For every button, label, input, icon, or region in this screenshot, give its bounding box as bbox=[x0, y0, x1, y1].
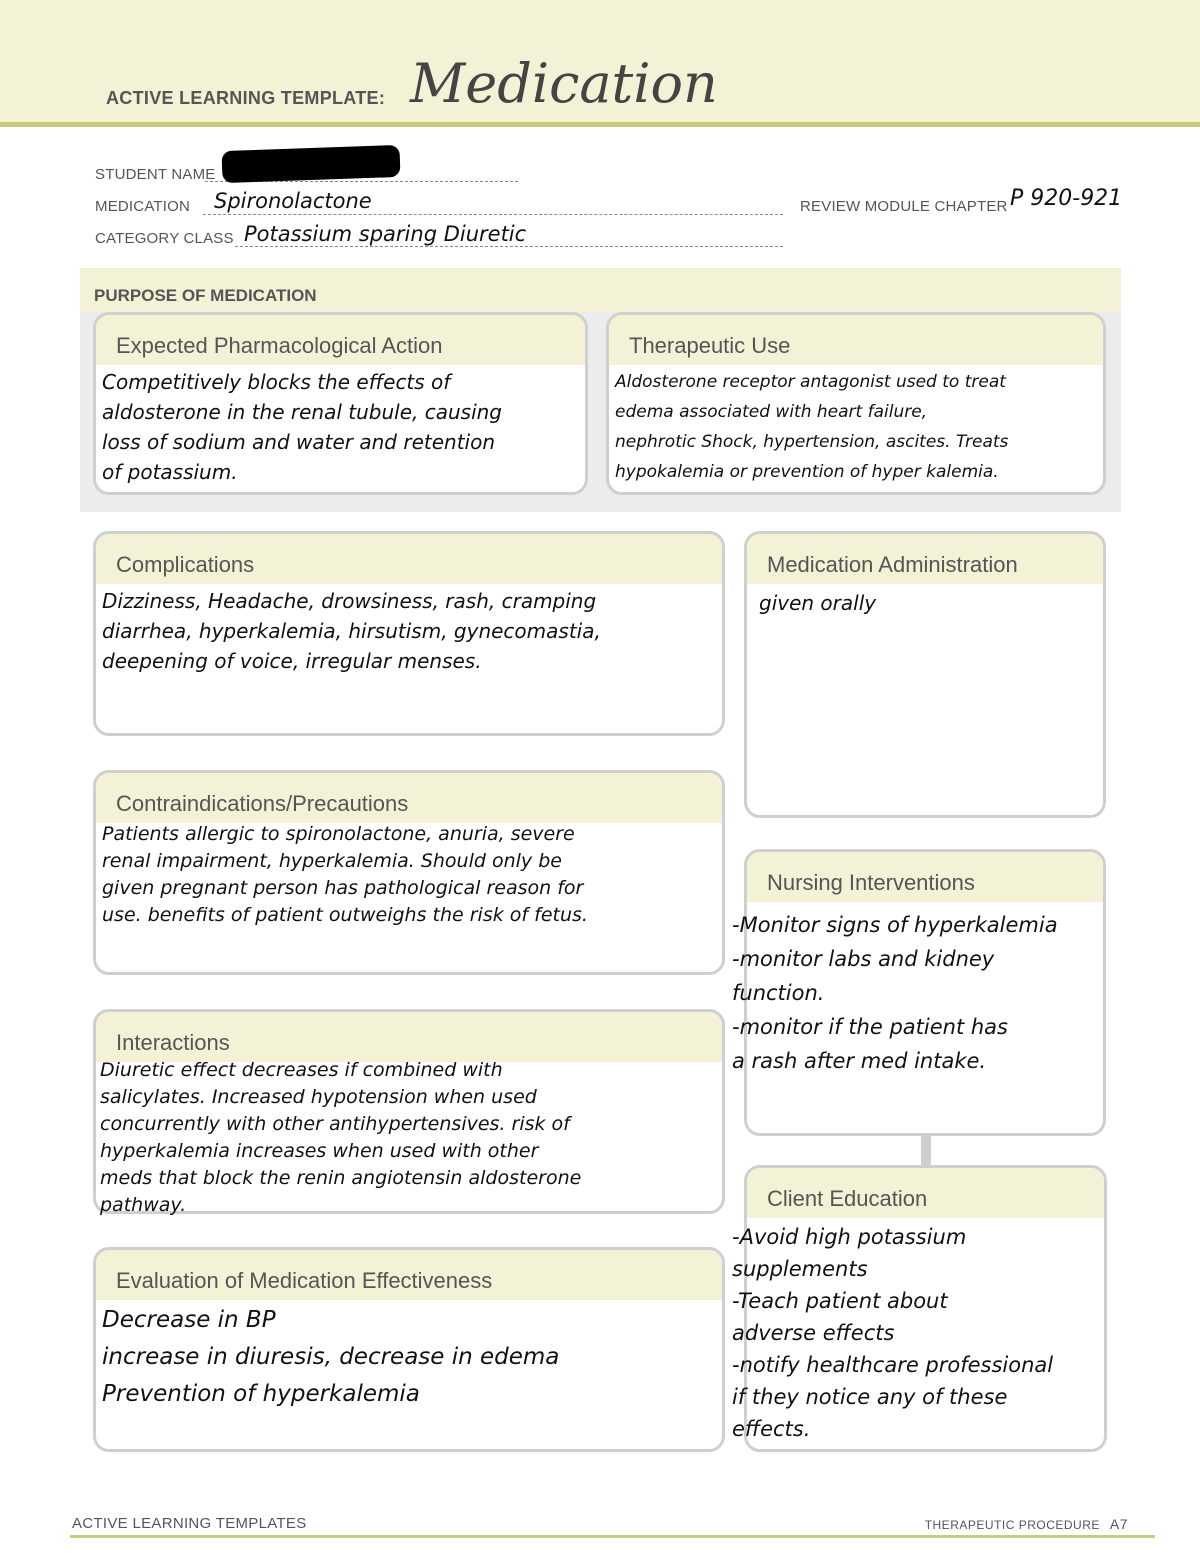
medication-line bbox=[203, 214, 783, 215]
card-title: Nursing Interventions bbox=[767, 870, 975, 895]
student-name-label: STUDENT NAME bbox=[95, 166, 216, 183]
card-title: Evaluation of Medication Effectiveness bbox=[116, 1268, 493, 1293]
redacted-student-name bbox=[221, 145, 400, 183]
card-head bbox=[96, 534, 722, 584]
card-title: Medication Administration bbox=[767, 552, 1018, 577]
review-module-label: REVIEW MODULE CHAPTER bbox=[800, 198, 1008, 215]
purpose-title-bar bbox=[80, 268, 1121, 312]
card-evaluation bbox=[93, 1247, 725, 1452]
card-title: Expected Pharmacological Action bbox=[116, 333, 443, 358]
card-title: Contraindications/Precautions bbox=[116, 791, 409, 816]
card-complications bbox=[93, 531, 725, 736]
card-title: Complications bbox=[116, 552, 255, 577]
nursing-interventions-text: -Monitor signs of hyperkalemia -monitor labs and kidney function. -monitor if the patient has a rash after med intake. bbox=[732, 913, 1058, 1073]
card-head bbox=[747, 1168, 1104, 1218]
card-head bbox=[747, 534, 1103, 584]
card-head bbox=[96, 315, 585, 365]
footer-page-number: A7 bbox=[1109, 1516, 1128, 1532]
footer-right bbox=[925, 1516, 1128, 1532]
expected-action-text: Competitively blocks the effects of aldosterone in the renal tubule, causing loss of sodium and water and retention of potassium. bbox=[102, 370, 502, 484]
client-education-text: -Avoid high potassium supplements -Teach patient about adverse effects -notify healthcare professional if they notice any of these effects. bbox=[732, 1225, 1054, 1441]
evaluation-text: Decrease in BP increase in diuresis, decrease in edema Prevention of hyperkalemia bbox=[102, 1307, 560, 1407]
card-head bbox=[96, 1012, 722, 1062]
page-title: Medication bbox=[410, 52, 718, 115]
card-head bbox=[747, 852, 1103, 902]
card-expected-action bbox=[93, 312, 588, 495]
therapeutic-use-text: Aldosterone receptor antagonist used to treat edema associated with heart failure, nephrotic Shock, hypertension, ascites. Treats hypokalemia or prevention of hyper kalemia. bbox=[615, 372, 1009, 482]
category-class-line bbox=[235, 246, 783, 247]
medication-value: Spironolactone bbox=[214, 189, 372, 213]
footer-section: THERAPEUTIC PROCEDURE bbox=[924, 1518, 1100, 1532]
footer-left: ACTIVE LEARNING TEMPLATES bbox=[72, 1515, 307, 1532]
card-medication-administration bbox=[744, 531, 1106, 818]
card-therapeutic-use bbox=[606, 312, 1106, 495]
card-title: Interactions bbox=[116, 1030, 230, 1055]
medication-label: MEDICATION bbox=[95, 198, 191, 215]
category-class-label: CATEGORY CLASS bbox=[95, 230, 234, 247]
interactions-text: Diuretic effect decreases if combined with salicylates. Increased hypotension when used concurrently with other antihypertensives. risk of hyperkalemia increases when used with other meds that block the renin angiotensin aldosterone pathway. bbox=[100, 1059, 582, 1216]
card-head bbox=[96, 773, 722, 823]
complications-text: Dizziness, Headache, drowsiness, rash, cramping diarrhea, hyperkalemia, hirsutism, gynecomastia, deepening of voice, irregular menses. bbox=[102, 589, 601, 673]
card-head bbox=[96, 1250, 722, 1300]
card-title: Client Education bbox=[767, 1186, 928, 1211]
card-contraindications bbox=[93, 770, 725, 975]
footer-divider bbox=[70, 1535, 1155, 1538]
template-label: ACTIVE LEARNING TEMPLATE: bbox=[106, 88, 386, 108]
review-module-value: P 920-921 bbox=[1010, 186, 1123, 211]
purpose-title: PURPOSE OF MEDICATION bbox=[94, 286, 317, 305]
card-connector bbox=[921, 1133, 931, 1167]
category-class-value: Potassium sparing Diuretic bbox=[244, 222, 527, 246]
medication-administration-text: given orally bbox=[759, 591, 877, 615]
card-title: Therapeutic Use bbox=[629, 333, 791, 358]
card-head bbox=[609, 315, 1103, 365]
contraindications-text: Patients allergic to spironolactone, anuria, severe renal impairment, hyperkalemia. Should only be given pregnant person has pathological reason for use. benefits of patient outweighs the risk of fetus. bbox=[102, 823, 588, 926]
